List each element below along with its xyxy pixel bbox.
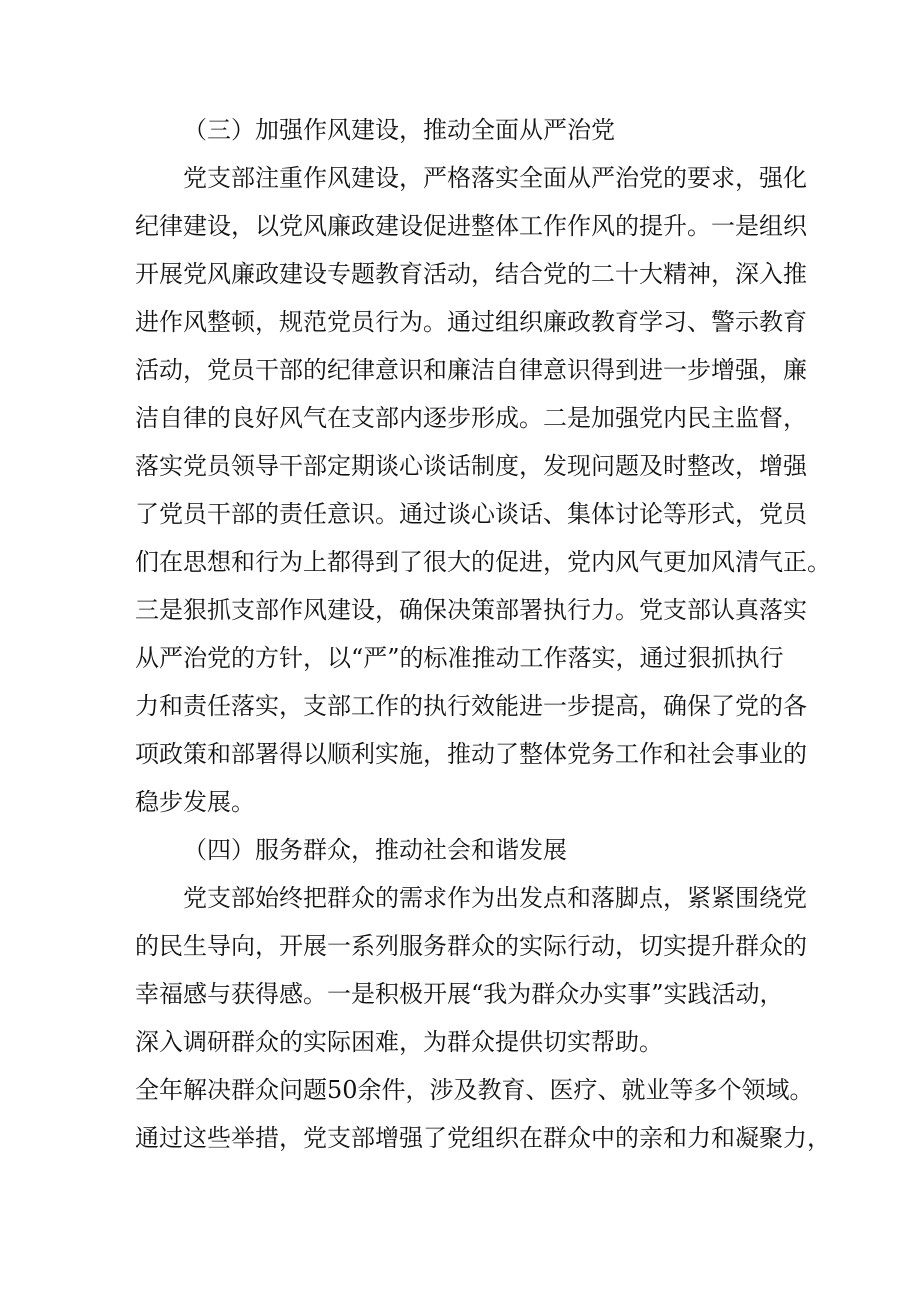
paragraph-line: 党支部注重作风建设，严格落实全面从严治党的要求，强化 (183, 164, 807, 192)
paragraph-line: 的民生导向，开展一系列服务群众的实际行动，切实提升群众的 (135, 932, 807, 960)
paragraph-line: 纪律建设，以党风廉政建设促进整体工作作风的提升。一是组织 (135, 212, 807, 240)
paragraph-line: 全年解决群众问题50余件，涉及教育、医疗、就业等多个领域。 (135, 1076, 814, 1104)
paragraph-line: 活动，党员干部的纪律意识和廉洁自律意识得到进一步增强，廉 (135, 356, 807, 384)
paragraph-line: 落实党员领导干部定期谈心谈话制度，发现问题及时整改，增强 (135, 452, 807, 480)
paragraph-line: 深入调研群众的实际困难，为群众提供切实帮助。 (135, 1028, 663, 1056)
paragraph-line: 洁自律的良好风气在支部内逐步形成。二是加强党内民主监督， (135, 404, 807, 432)
section-4-heading: （四）服务群众，推动社会和谐发展 (183, 836, 567, 864)
paragraph-line: 幸福感与获得感。一是积极开展“我为群众办实事”实践活动， (135, 980, 784, 1008)
paragraph-line: 力和责任落实，支部工作的执行效能进一步提高，确保了党的各 (135, 692, 807, 720)
paragraph-line: 党支部始终把群众的需求作为出发点和落脚点，紧紧围绕党 (183, 884, 807, 912)
section-3-heading: （三）加强作风建设，推动全面从严治党 (183, 116, 615, 144)
paragraph-line: 进作风整顿，规范党员行为。通过组织廉政教育学习、警示教育 (135, 308, 807, 336)
paragraph-line: 了党员干部的责任意识。通过谈心谈话、集体讨论等形式，党员 (135, 500, 807, 528)
paragraph-line: 通过这些举措，党支部增强了党组织在群众中的亲和力和凝聚力， (135, 1124, 831, 1152)
paragraph-line: 开展党风廉政建设专题教育活动，结合党的二十大精神，深入推 (135, 260, 807, 288)
paragraph-line: 项政策和部署得以顺利实施，推动了整体党务工作和社会事业的 (135, 740, 807, 768)
paragraph-line: 稳步发展。 (135, 788, 255, 816)
paragraph-line: 三是狠抓支部作风建设，确保决策部署执行力。党支部认真落实 (135, 596, 807, 624)
paragraph-line: 们在思想和行为上都得到了很大的促进，党内风气更加风清气正。 (135, 548, 831, 576)
paragraph-line: 从严治党的方针，以“严”的标准推动工作落实，通过狠抓执行 (135, 644, 784, 672)
